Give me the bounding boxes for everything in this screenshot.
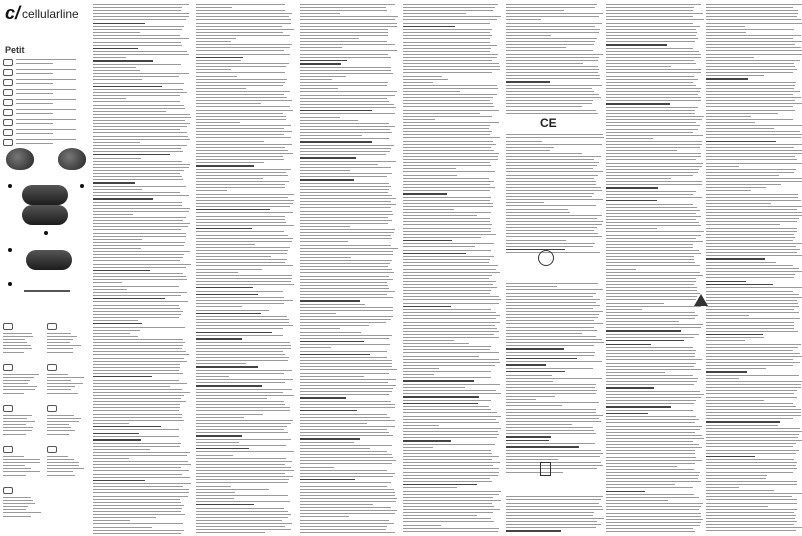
- text-column: [606, 4, 704, 534]
- usb-cable-image: [24, 290, 70, 292]
- callout-marker: [8, 282, 12, 286]
- warning-triangle-icon: [694, 294, 708, 306]
- legend-block: [3, 487, 43, 519]
- legend-block: [47, 364, 87, 396]
- logo-icon: c/: [5, 3, 21, 23]
- text-column: [506, 4, 604, 534]
- legend-block: [3, 364, 43, 396]
- language-entry: [3, 79, 83, 86]
- product-title: Petit: [5, 45, 25, 55]
- legend-block: [3, 323, 43, 355]
- cover-panel: [0, 0, 90, 534]
- part-legends: [3, 323, 89, 528]
- case-open-lower-image: [22, 205, 68, 225]
- earbud-right-image: [58, 148, 86, 170]
- case-closed-image: [26, 250, 72, 270]
- callout-marker: [80, 184, 84, 188]
- text-column: [300, 4, 398, 535]
- ce-mark-icon: CE: [540, 116, 557, 130]
- logo-text: cellularline: [22, 6, 79, 21]
- language-entry: [3, 59, 83, 66]
- text-column: [196, 4, 294, 535]
- earbud-left-image: [6, 148, 34, 170]
- recycle-bin-icon: [540, 462, 551, 476]
- callout-marker: [8, 184, 12, 188]
- language-entry: [3, 89, 83, 96]
- case-open-image: [22, 185, 68, 205]
- text-column: [706, 4, 802, 533]
- check-circle-icon: [538, 250, 554, 266]
- brand-logo: [5, 3, 79, 24]
- language-entry: [3, 109, 83, 116]
- language-entry: [3, 129, 83, 136]
- legend-block: [47, 446, 87, 478]
- callout-marker: [8, 248, 12, 252]
- legend-block: [47, 405, 87, 437]
- callout-marker: [44, 231, 48, 235]
- language-entry: [3, 139, 83, 146]
- legend-block: [3, 446, 43, 478]
- language-list: [3, 59, 83, 149]
- legend-block: [47, 323, 87, 355]
- text-column: [403, 4, 501, 534]
- text-column: [93, 4, 191, 536]
- language-entry: [3, 119, 83, 126]
- legend-block: [3, 405, 43, 437]
- language-entry: [3, 99, 83, 106]
- language-entry: [3, 69, 83, 76]
